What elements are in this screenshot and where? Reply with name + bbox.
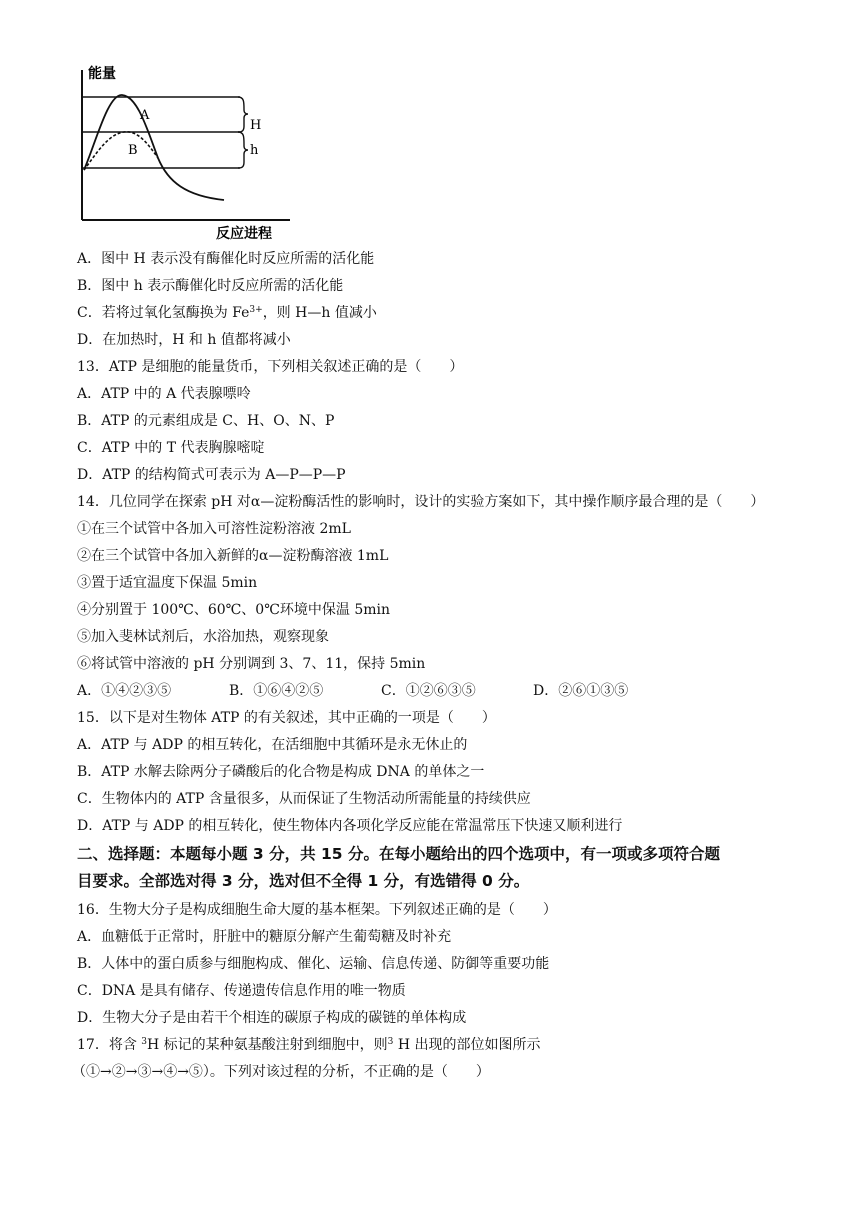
q12-option-c-post: ，则 H—h 值减小 [262,305,377,321]
curve-a [84,95,224,200]
q12-option-c [77,303,377,323]
q14-option-c: C．①②⑥③⑤ [381,683,476,699]
curve-b-label: B [128,143,138,158]
q12-option-a: A．图中 H 表示没有酶催化时反应所需的活化能 [77,251,375,267]
q15-stem: 15．以下是对生物体 ATP 的有关叙述，其中正确的一项是（ ） [77,710,496,726]
q15-option-d: D．ATP 与 ADP 的相互转化，使生物体内各项化学反应能在常温常压下快速又顺利进行 [77,818,623,834]
q16-option-a: A．血糖低于正常时，肝脏中的糖原分解产生葡萄糖及时补充 [77,929,452,945]
q17-stem-line-2: （①→②→③→④→⑤）。下列对该过程的分析，不正确的是（ ） [72,1064,490,1080]
q16-option-d: D．生物大分子是由若干个相连的碳原子构成的碳链的单体构成 [77,1010,467,1026]
q13-option-a: A．ATP 中的 A 代表腺嘌呤 [77,386,251,402]
q16-option-b: B．人体中的蛋白质参与细胞构成、催化、运输、信息传递、防御等重要功能 [77,956,550,972]
q17-sup-1: 3 [141,1037,147,1047]
curve-b [84,132,158,170]
q14-option-d: D．②⑥①③⑤ [533,683,629,699]
q17-stem-pre: 17．将含 [77,1037,142,1053]
q15-option-b: B．ATP 水解去除两分子磷酸后的化合物是构成 DNA 的单体之一 [77,764,485,780]
q12-option-d: D．在加热时，H 和 h 值都将减小 [77,332,291,348]
H-label: H [250,118,262,133]
q12-option-b: B．图中 h 表示酶催化时反应所需的活化能 [77,278,344,294]
q14-step-1: ①在三个试管中各加入可溶性淀粉溶液 2mL [77,521,351,537]
q14-step-2: ②在三个试管中各加入新鲜的α—淀粉酶溶液 1mL [77,548,389,564]
h-label: h [250,143,259,158]
q17-stem-mid: H 标记的某种氨基酸注射到细胞中，则 [147,1037,388,1053]
x-axis-label: 反应进程 [216,226,272,242]
q13-option-d: D．ATP 的结构简式可表示为 A—P—P—P [77,467,346,483]
q17-stem [77,1035,541,1055]
q16-option-c: C．DNA 是具有储存、传递遗传信息作用的唯一物质 [77,983,406,999]
y-axis-label: 能量 [88,66,116,82]
q13-stem: 13．ATP 是细胞的能量货币，下列相关叙述正确的是（ ） [77,359,464,375]
q12-option-c-sup: 3+ [249,305,263,315]
q14-step-5: ⑤加入斐林试剂后，水浴加热，观察现象 [77,629,329,645]
q13-option-b: B．ATP 的元素组成是 C、H、O、N、P [77,413,335,429]
q12-option-c-pre: C．若将过氧化氢酶换为 Fe [77,305,250,321]
q17-stem-post: H 出现的部位如图所示 [393,1037,541,1053]
brace-H [238,97,248,132]
curve-a-label: A [140,108,150,123]
q17-sup-2: 3 [387,1037,394,1047]
q13-option-c: C．ATP 中的 T 代表胸腺嘧啶 [77,440,265,456]
q14-stem: 14．几位同学在探索 pH 对α—淀粉酶活性的影响时，设计的实验方案如下，其中操作顺序最合理的是（ ） [77,494,765,510]
activation-energy-figure [68,62,298,244]
q15-option-a: A．ATP 与 ADP 的相互转化，在活细胞中其循环是永无休止的 [77,737,468,753]
q14-step-3: ③置于适宜温度下保温 5min [77,575,258,591]
q16-stem: 16．生物大分子是构成细胞生命大厦的基本框架。下列叙述正确的是（ ） [77,902,557,918]
section-2-heading-line-1: 二、选择题：本题每小题 3 分，共 15 分。在每小题给出的四个选项中，有一项或多项符合题 [77,845,720,863]
section-2-heading-line-2: 目要求。全部选对得 3 分，选对但不全得 1 分，有选错得 0 分。 [77,872,530,890]
q15-option-c: C．生物体内的 ATP 含量很多，从而保证了生物活动所需能量的持续供应 [77,791,531,807]
q14-step-6: ⑥将试管中溶液的 pH 分别调到 3、7、11，保持 5min [77,656,426,672]
q14-step-4: ④分别置于 100℃、60℃、0℃环境中保温 5min [77,602,391,618]
brace-h [238,132,248,168]
q14-option-b: B．①⑥④②⑤ [229,683,324,699]
q14-option-a: A．①④②③⑤ [77,683,172,699]
